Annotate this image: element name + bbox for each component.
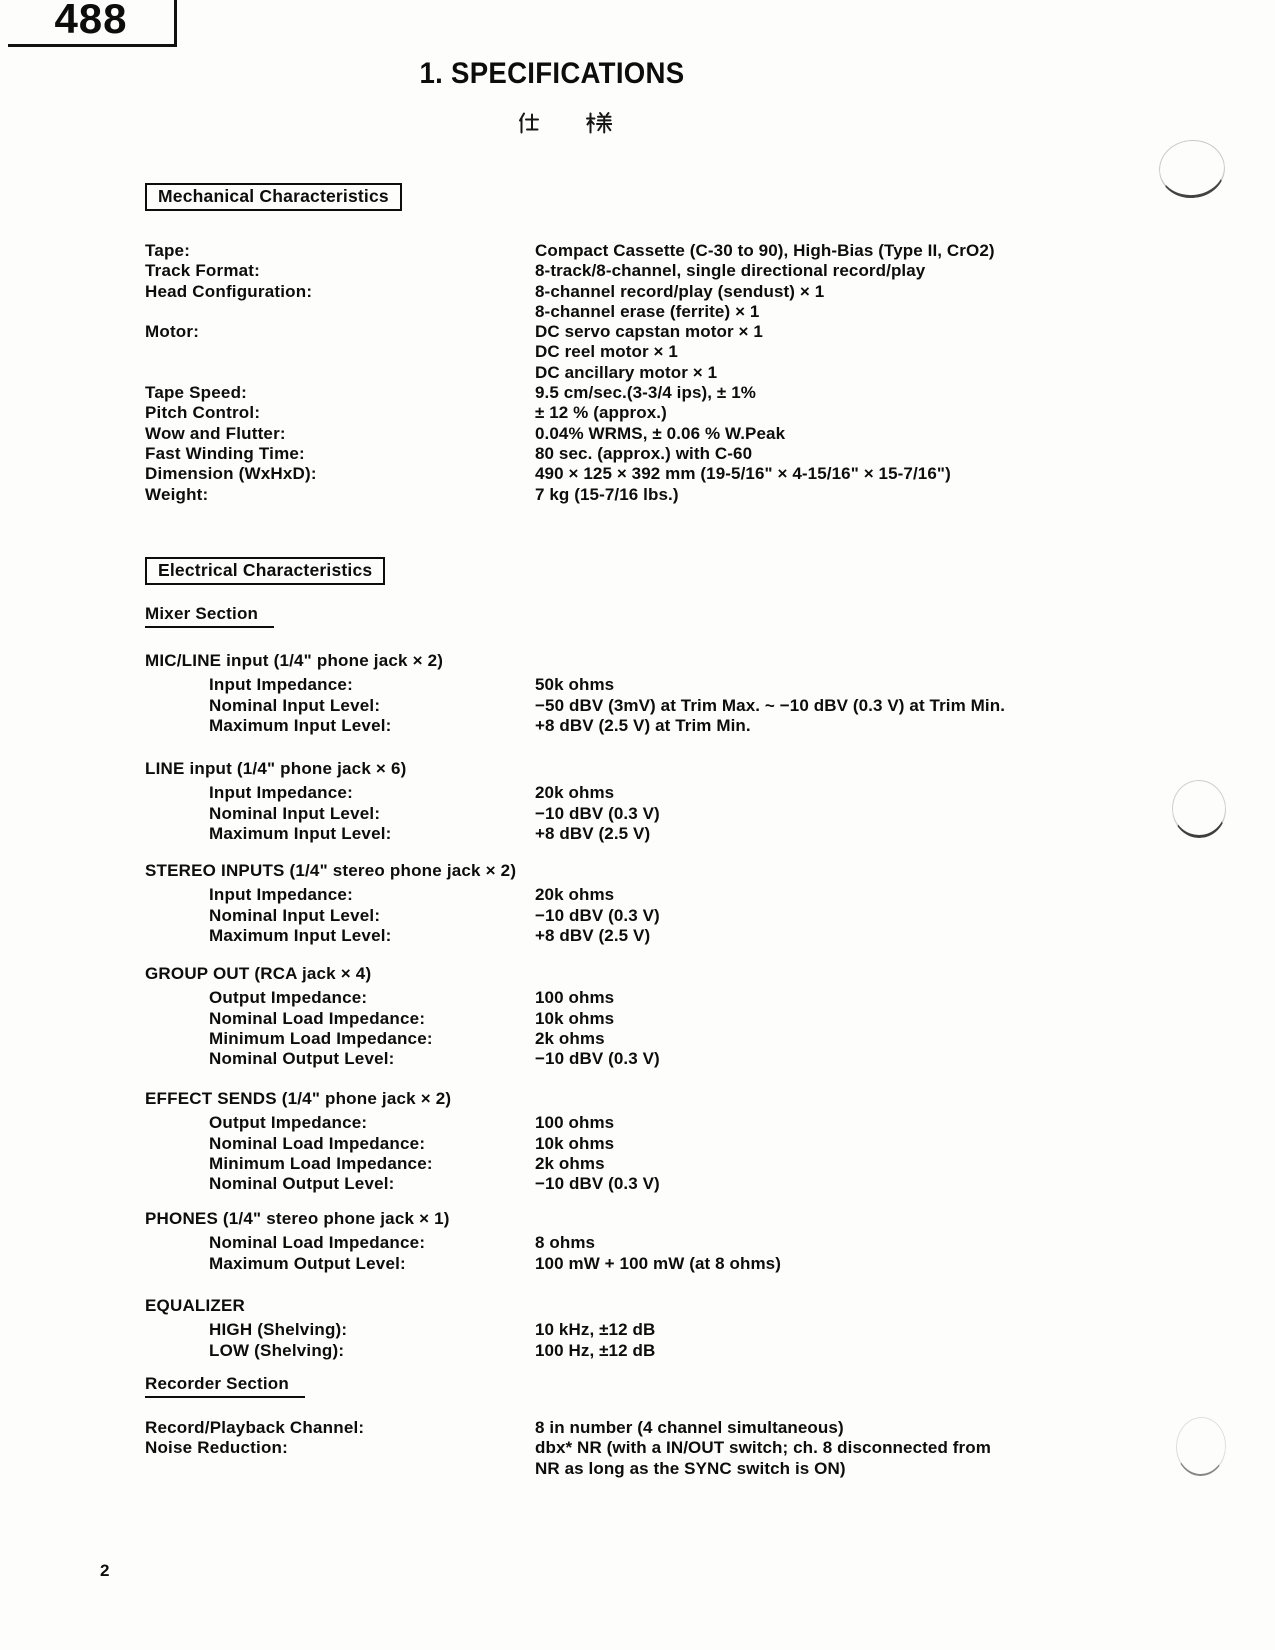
spec-row-value: DC servo capstan motor × 1 — [535, 322, 763, 342]
spec-row-value: +8 dBV (2.5 V) at Trim Min. — [535, 715, 751, 735]
spec-row-label: Tape: — [145, 241, 191, 260]
spec-row — [145, 383, 1205, 403]
electrical-characteristics-header — [145, 557, 385, 585]
kanji-sama-icon — [586, 111, 612, 135]
model-number-box — [8, 0, 177, 47]
mechanical-characteristics-header-label: Mechanical Characteristics — [145, 183, 402, 211]
spec-row — [145, 424, 1205, 444]
spec-row-value: 80 sec. (approx.) with C-60 — [535, 443, 753, 463]
spec-row — [145, 1174, 1205, 1194]
spec-row-value: 50k ohms — [535, 675, 615, 695]
spec-row-label: Nominal Output Level: — [209, 1174, 395, 1194]
spec-row-value: 100 ohms — [535, 1113, 615, 1133]
page-title: 1. SPECIFICATIONS — [419, 57, 685, 90]
spec-row-value: 20k ohms — [535, 885, 615, 905]
spec-row — [145, 1029, 1205, 1049]
electrical-characteristics-header-label: Electrical Characteristics — [145, 557, 385, 585]
mechanical-spec-table — [145, 241, 1205, 505]
spec-row — [145, 282, 1205, 302]
spec-row-label: Maximum Output Level: — [209, 1253, 406, 1273]
spec-group-rows — [145, 675, 1205, 736]
spec-row-value: 20k ohms — [535, 783, 615, 803]
spec-group-title: EQUALIZER — [145, 1296, 246, 1315]
spec-row-label: Nominal Output Level: — [209, 1049, 395, 1069]
spec-row-label: Minimum Load Impedance: — [209, 1028, 433, 1048]
spec-row-value: −10 dBV (0.3 V) — [535, 1049, 660, 1069]
spec-group-stereo-inputs — [145, 861, 1205, 946]
spec-row-label: Noise Reduction: — [145, 1438, 288, 1458]
spec-row-value: −10 dBV (0.3 V) — [535, 803, 660, 823]
spec-row-value: DC ancillary motor × 1 — [535, 362, 718, 382]
spec-row-value: −10 dBV (0.3 V) — [535, 905, 660, 925]
spec-row-label: Nominal Load Impedance: — [209, 1233, 426, 1253]
spec-row-label: Motor: — [145, 322, 200, 342]
spec-row-label: LOW (Shelving): — [209, 1340, 345, 1360]
spec-row — [145, 1418, 1205, 1438]
spec-group-rows — [145, 783, 1205, 844]
spec-row-label: Nominal Load Impedance: — [209, 1008, 426, 1028]
spec-row — [145, 261, 1205, 281]
spec-row-value: 100 mW + 100 mW (at 8 ohms) — [535, 1253, 781, 1273]
spec-row — [145, 988, 1205, 1008]
spec-row-value: dbx* NR (with a IN/OUT switch; ch. 8 disconnected from — [535, 1438, 991, 1458]
spec-row-value: 7 kg (15-7/16 lbs.) — [535, 484, 679, 504]
mechanical-characteristics-header — [145, 183, 402, 211]
spec-row — [145, 804, 1205, 824]
spec-row — [145, 322, 1205, 342]
model-number: 488 — [54, 0, 128, 42]
spec-row-value: 8-track/8-channel, single directional record/play — [535, 261, 926, 281]
spec-row — [145, 444, 1205, 464]
spec-row — [145, 1341, 1205, 1361]
spec-row-label: Head Configuration: — [145, 281, 313, 301]
spec-group-equalizer — [145, 1296, 1205, 1361]
spec-row — [145, 241, 1205, 261]
spec-row — [145, 783, 1205, 803]
spec-row-label: Record/Playback Channel: — [145, 1418, 365, 1437]
spec-row-label: Nominal Input Level: — [209, 905, 381, 925]
recorder-spec-table — [145, 1418, 1205, 1479]
spec-row-label: Input Impedance: — [209, 783, 353, 803]
title-wrap — [252, 57, 852, 90]
spec-row — [145, 1254, 1205, 1274]
spec-row-value: −50 dBV (3mV) at Trim Max. ~ −10 dBV (0.3 V) at Trim Min. — [535, 695, 1006, 715]
spec-row-label: Minimum Load Impedance: — [209, 1153, 433, 1173]
spec-group-title: LINE input (1/4" phone jack × 6) — [145, 759, 407, 778]
spec-row-value: −10 dBV (0.3 V) — [535, 1174, 660, 1194]
spec-row — [145, 1009, 1205, 1029]
spec-row-value: 8 in number (4 channel simultaneous) — [535, 1418, 844, 1437]
spec-group-rows — [145, 1113, 1205, 1194]
spec-row-value: Compact Cassette (C-30 to 90), High-Bias (Type II, CrO2) — [535, 241, 995, 260]
spec-group-line-input — [145, 759, 1205, 844]
spec-row-label: Nominal Load Impedance: — [209, 1133, 426, 1153]
spec-group-rows — [145, 1320, 1205, 1361]
spec-row-label: Input Impedance: — [209, 675, 353, 695]
spec-row-label: Fast Winding Time: — [145, 443, 305, 463]
spec-row-label: Maximum Input Level: — [209, 715, 392, 735]
spec-row-label: Nominal Input Level: — [209, 803, 381, 823]
spec-row-value: 100 Hz, ±12 dB — [535, 1340, 656, 1360]
spec-group-effect-sends — [145, 1089, 1205, 1194]
spec-group-title: EFFECT SENDS (1/4" phone jack × 2) — [145, 1089, 452, 1108]
spec-group-group-out — [145, 964, 1205, 1069]
spec-row-value: 2k ohms — [535, 1028, 605, 1048]
spec-group-mic-line-input — [145, 651, 1205, 736]
spec-row — [145, 1459, 1205, 1479]
spec-row-value: 490 × 125 × 392 mm (19-5/16" × 4-15/16" × 15-7/16") — [535, 464, 951, 484]
spec-row — [145, 906, 1205, 926]
spec-row-value: NR as long as the SYNC switch is ON) — [535, 1458, 846, 1478]
spec-row-value: +8 dBV (2.5 V) — [535, 925, 651, 945]
mixer-section-header-label: Mixer Section — [145, 604, 274, 628]
spec-group-title: PHONES (1/4" stereo phone jack × 1) — [145, 1209, 450, 1228]
spec-row — [145, 1233, 1205, 1253]
spec-group-title: MIC/LINE input (1/4" phone jack × 2) — [145, 651, 444, 670]
spec-group-rows — [145, 885, 1205, 946]
spec-row — [145, 696, 1205, 716]
spec-row-value: 100 ohms — [535, 988, 615, 1008]
spec-row — [145, 1049, 1205, 1069]
spec-row-value: 8-channel record/play (sendust) × 1 — [535, 281, 825, 301]
kanji-shi-icon — [516, 111, 540, 135]
spec-row-label: Nominal Input Level: — [209, 695, 381, 715]
spec-row-value: 0.04% WRMS, ± 0.06 % W.Peak — [535, 423, 786, 443]
spec-row-value: DC reel motor × 1 — [535, 342, 678, 362]
spec-row-label: Input Impedance: — [209, 885, 353, 905]
spec-row-value: 10 kHz, ±12 dB — [535, 1320, 656, 1340]
spec-group-rows — [145, 1233, 1205, 1274]
spec-row — [145, 403, 1205, 423]
spec-row — [145, 1113, 1205, 1133]
spec-group-phones — [145, 1209, 1205, 1274]
spec-row-label: Dimension (WxHxD): — [145, 464, 317, 484]
spec-row-value: 10k ohms — [535, 1133, 615, 1153]
spec-row-value: +8 dBV (2.5 V) — [535, 823, 651, 843]
spec-row-label: Maximum Input Level: — [209, 823, 392, 843]
spec-row-label: Output Impedance: — [209, 1113, 368, 1133]
spec-row-label: Wow and Flutter: — [145, 423, 286, 443]
spec-row-label: Output Impedance: — [209, 988, 368, 1008]
spec-group-rows — [145, 988, 1205, 1069]
recorder-section-header — [145, 1374, 305, 1398]
spec-row — [145, 302, 1205, 322]
spec-row — [145, 885, 1205, 905]
spec-row-label: Pitch Control: — [145, 403, 261, 423]
spec-group-title: STEREO INPUTS (1/4" stereo phone jack × 2) — [145, 861, 517, 880]
spec-row-value: 9.5 cm/sec.(3-3/4 ips), ± 1% — [535, 383, 756, 403]
spec-row-label: HIGH (Shelving): — [209, 1320, 348, 1340]
spec-row-value: 8-channel erase (ferrite) × 1 — [535, 301, 760, 321]
page-number: 2 — [100, 1561, 110, 1580]
spec-row-label: Tape Speed: — [145, 383, 248, 403]
spec-row — [145, 1134, 1205, 1154]
recorder-section-header-label: Recorder Section — [145, 1374, 305, 1398]
spec-row-value: 10k ohms — [535, 1008, 615, 1028]
spec-row-value: 2k ohms — [535, 1153, 605, 1173]
spec-group-title: GROUP OUT (RCA jack × 4) — [145, 964, 372, 983]
spec-row — [145, 464, 1205, 484]
spec-row — [145, 1154, 1205, 1174]
spec-row-label: Weight: — [145, 484, 209, 504]
spec-row — [145, 342, 1205, 362]
spec-row-value: 8 ohms — [535, 1233, 596, 1253]
spec-row — [145, 485, 1205, 505]
spec-row — [145, 675, 1205, 695]
spec-row — [145, 716, 1205, 736]
spec-row — [145, 363, 1205, 383]
spec-row — [145, 1438, 1205, 1458]
scan-artifact-ring — [1156, 137, 1228, 202]
mixer-section-header — [145, 604, 274, 628]
spec-row-label: Maximum Input Level: — [209, 925, 392, 945]
spec-row-value: ± 12 % (approx.) — [535, 403, 667, 423]
spec-row — [145, 1320, 1205, 1340]
spec-row — [145, 824, 1205, 844]
spec-row-label: Track Format: — [145, 261, 261, 281]
spec-row — [145, 926, 1205, 946]
